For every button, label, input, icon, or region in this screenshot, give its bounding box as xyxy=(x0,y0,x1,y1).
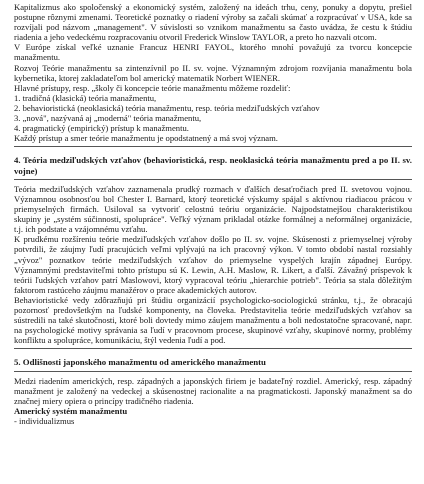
american-system-subheading: Americký systém manažmentu xyxy=(14,405,128,416)
intro-paragraph-5: Každý prístup a smer teórie manažmentu je opodstatnený a má svoj význam. xyxy=(14,133,278,144)
list-item: 1. tradičná (klasická) teória manažmentu, xyxy=(14,92,157,103)
intro-paragraph-2: V Európe získal veľké uznanie Francuz HENRI FAYOL, ktorého mnohí považujú za tvorcu koncepcie manažmentu. xyxy=(14,42,412,63)
intro-paragraph-4: Hlavné prístupy, resp. „školy či koncepcie teórie manažmentu môžeme rozdeliť: xyxy=(14,82,291,93)
section-4-paragraph-3: Behavioristické vedy zdôrazňujú pri štúdiu organizácií psychologicko-sociologickú stránku, t.j., že obracajú pozornosť predovšetkým na ľudské komponenty, na človeka. Predstavitelia teórie medziľudských vzťahov sa sústredili na také skutočnosti, ktoré boli dovtedy mimo záujem manažmentu a boli nedostatočne spracované, napr. na psychologické motivy správania sa ľudí v pracovnom procese, skupinové vzťahy, skupinové normy, problémy konfliktu a spolupráce, komunikáciu, štýl vedenia ľudí a pod. xyxy=(14,294,412,346)
section-4-heading: 4. Teória medziľudských vzťahov (behavioristická, resp. neoklasická teória manažmentu pred a po II. sv. vojne) xyxy=(14,155,412,176)
section-4-paragraph-2: K prudkému rozšíreniu teórie medziľudských vzťahov došlo po II. sv. vojne. Skúsenosti z priemyselnej výroby potvrdili, že záujmy ľudí pracujúcich veľmi vplývajú na ich pracovný výkon. V tomto období nastal rozsiahly „vývoz" poznatkov teórie medziľudských vzťahov do priemyselne vyspelých krajín západnej Európy. Významnými predstaviteľmi tohto prístupu sú K. Lewin, A.H. Maslow, R. Likert, a ďalší. Závažný príspevok k teórii ľudských vzťahov patrí Maslowovi, ktorý vypracoval teóriu „hierarchie potrieb". Teória sa stala dôležitým faktorom rastúceho záujmu manažérov o prace akademických autorov. xyxy=(14,234,412,295)
intro-paragraph-1: Kapitalizmus ako spoločenský a ekonomický systém, založený na ideách trhu, ceny, ponuky a dopytu, prešiel postupne rôznymi zmenami. Teoretické poznatky o riadení výroby sa začali skúmať a rozpracúvať v USA, kde sa rozvíjali pod názvom „management". V súvislosti so vznikom manažmentu sa často uvádza, že cestu k štúdiu riadenia a jeho vedeckému rozpracovaniu otvoril Frederick Winslow TAYLOR, a preto ho nazvali otcom. xyxy=(14,2,412,43)
list-item: 4. pragmatický (empirický) prístup k manažmentu. xyxy=(14,123,189,134)
intro-paragraph-3: Rozvoj Teórie manažmentu sa zintenzívnil po II. sv. vojne. Významným zdrojom rozvíjania manažmentu bola kybernetika, ktorej zakladateľom bol americký matematik Norbert WIENER. xyxy=(14,62,412,83)
section-4-paragraph-1: Teória medziľudských vzťahov zaznamenala prudký rozmach v ďalších desaťročiach pred II. svetovou vojnou. Významnou osobnosťou bol Chester I. Barnard, ktorý teoretické výskumy spájal s aktívnou riadiacou prácou v priemyselných firmách. Usiloval sa vytvoriť celostnú teóriu organizácie. Najpodstatnejšou charakteristikou skupiny je „systém súčinnosti, spolupráce". Veľký význam prikladal otázke formálnej a neformálnej organizácie, t.j. ich podstate a vzájomnému vzťahu. xyxy=(14,183,412,235)
list-item: - individualizmus xyxy=(14,416,75,427)
list-item: 3. „nová", nazývaná aj „moderná" teória manažmentu, xyxy=(14,113,202,124)
list-item: 2. behavioristická (neoklasická) teória manažmentu, resp. teória medziľudských vzťahov xyxy=(14,102,320,113)
document-page xyxy=(14,2,412,482)
section-5-paragraph-1: Medzi riadením amerických, resp. západných a japonských firiem je badateľný rozdiel. Americký, resp. západný manažment je založený na vedeckej a skúsenostnej racionalite a na pragmatickosti. Japonský manažment sa do značnej miery opiera o princípy tradičného riadenia. xyxy=(14,375,412,406)
approaches-list xyxy=(14,93,412,133)
section-5-heading: 5. Odlišnosti japonského manažmentu od amerického manažmentu xyxy=(14,357,266,368)
